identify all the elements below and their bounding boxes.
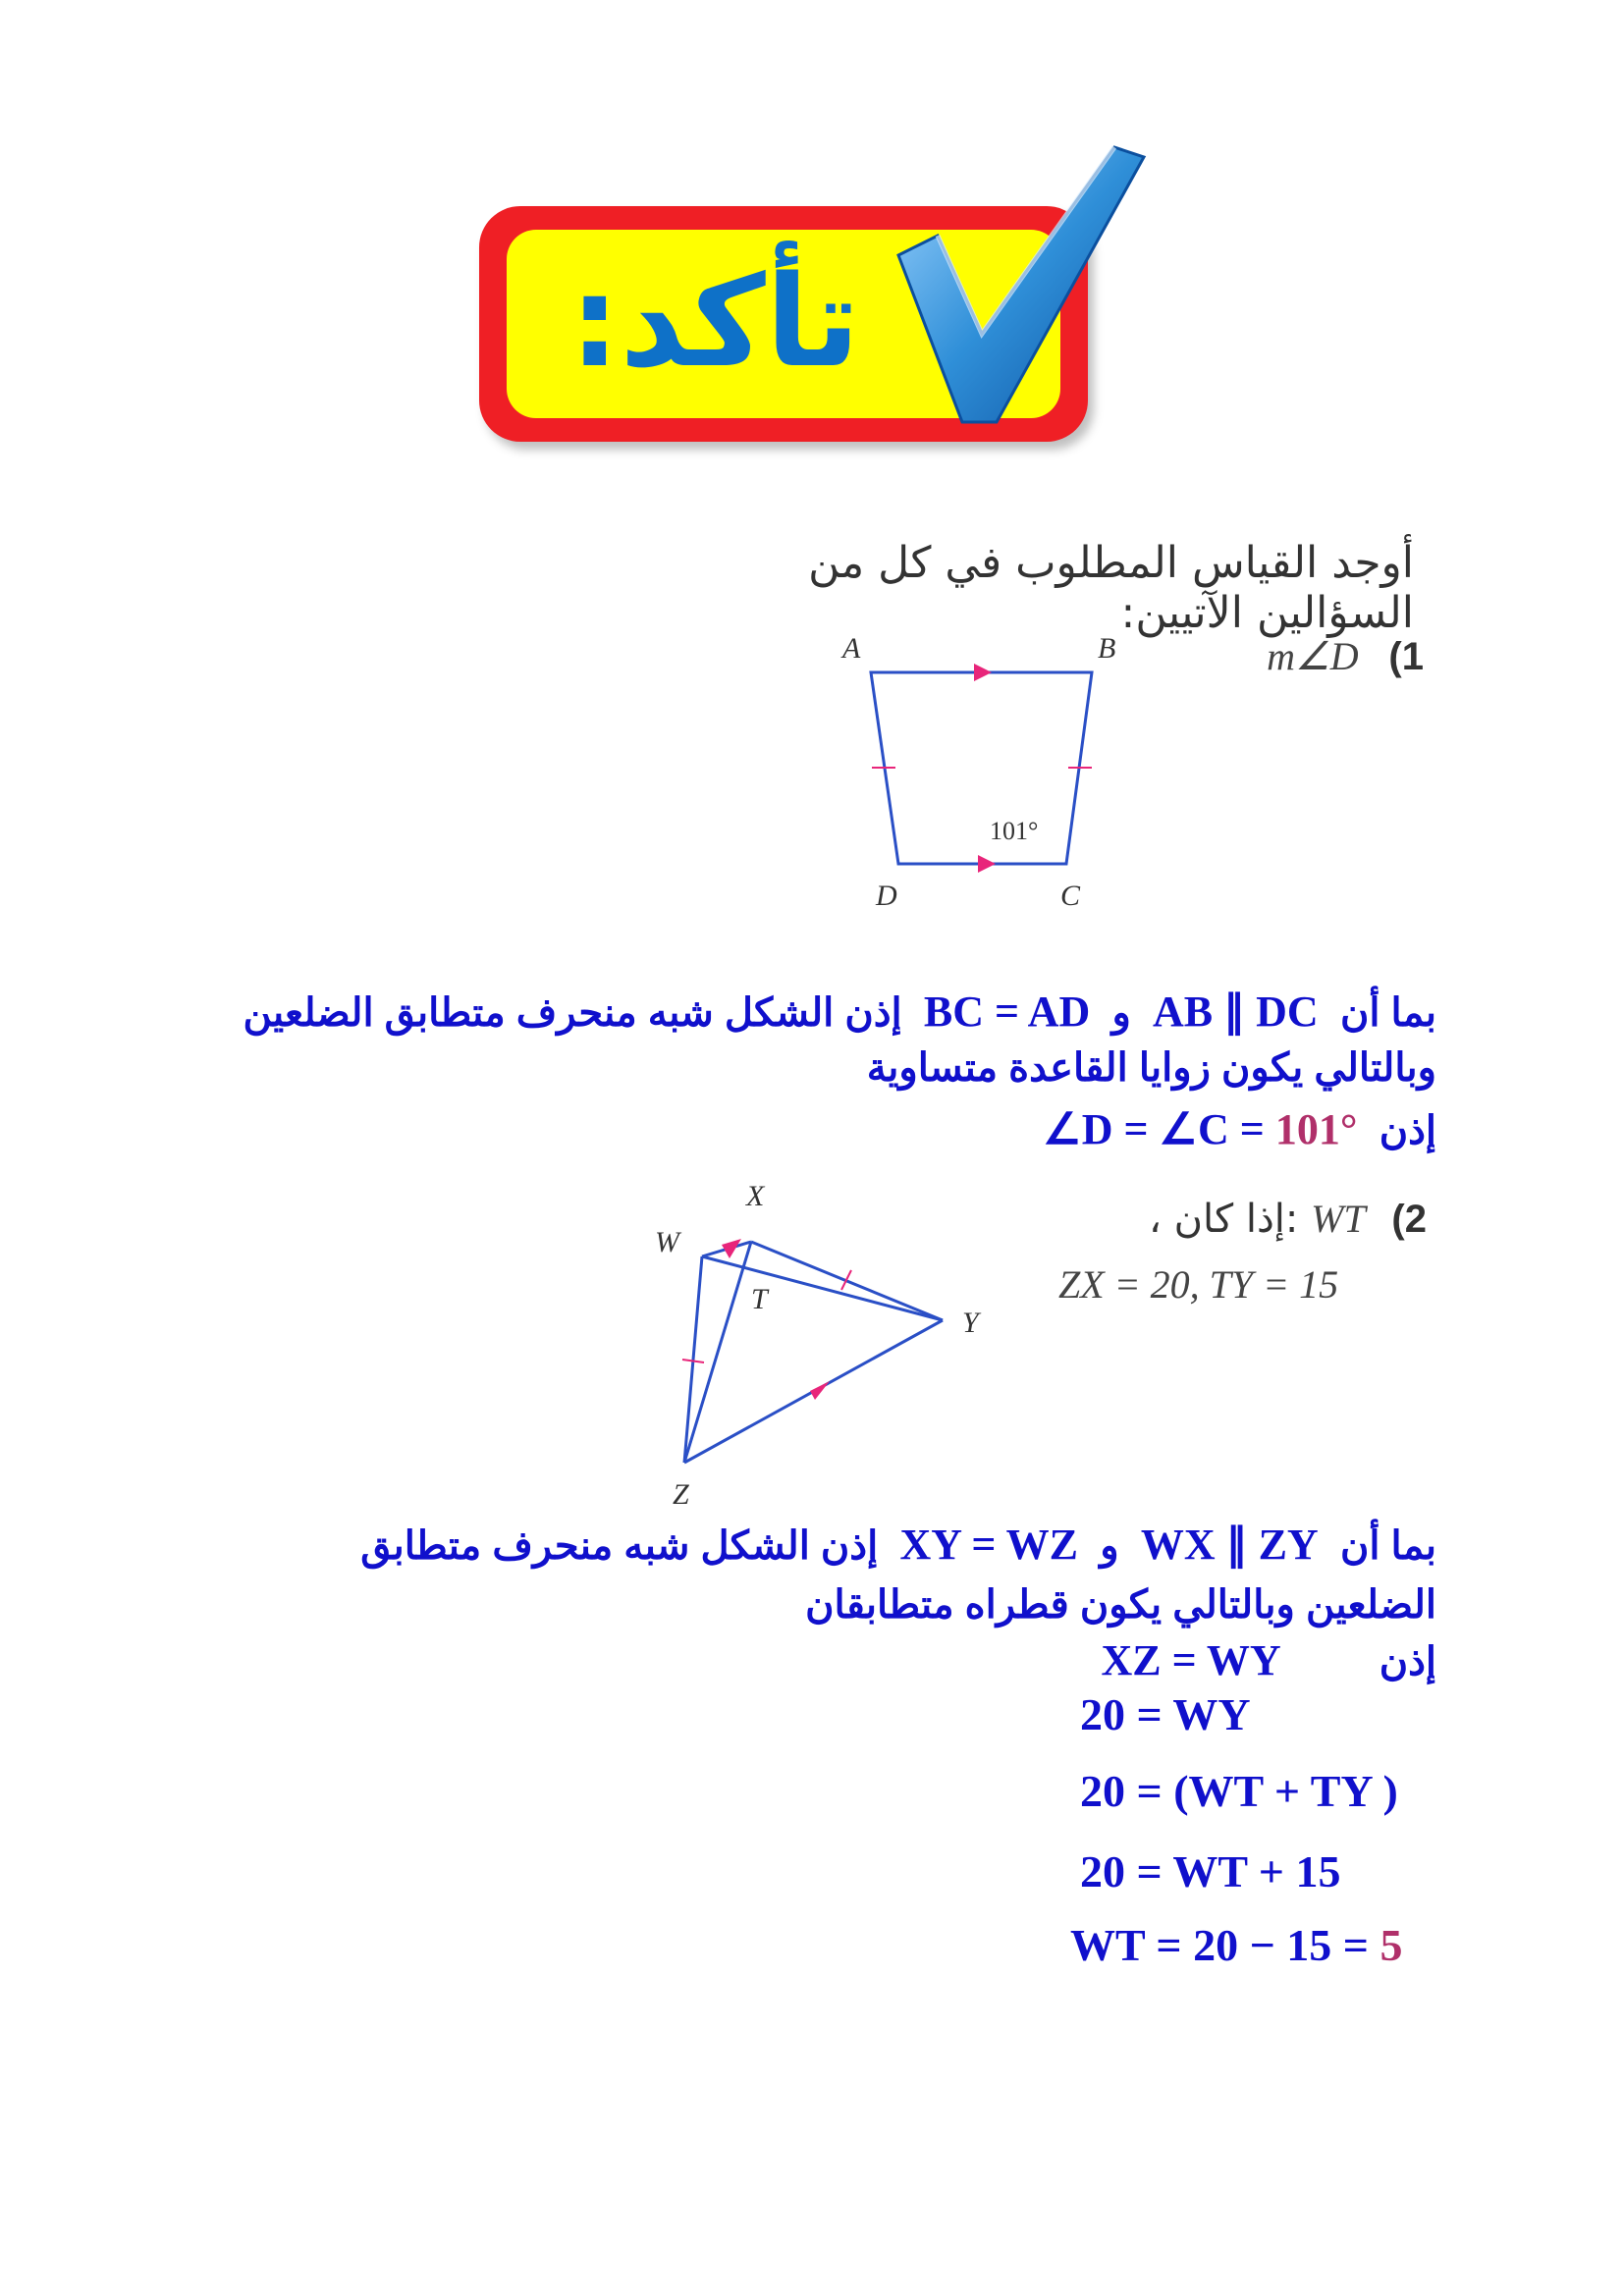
sol1-math-a: AB ∥ DC [1153,988,1319,1036]
sol2-line3-math: XZ = WY [1101,1636,1281,1684]
q2-given: ZX = 20, TY = 15 [1058,1262,1339,1307]
sol2-and: و [1100,1524,1119,1568]
equation-1: 20 = WY [1080,1689,1251,1739]
q2-label: WT [1311,1197,1366,1241]
q2-number: (2 [1391,1198,1427,1241]
sol1-and: و [1111,991,1131,1035]
vertex-c: C [1060,880,1081,912]
sol1-text-a: بما أن [1339,991,1436,1035]
trapezoid-diagonals-figure [643,1168,1016,1522]
vertex-b: B [1098,632,1116,665]
vertex-w: W [655,1226,679,1258]
vertex-t: T [751,1283,768,1315]
q1-header [1267,633,1424,679]
sol1-rest: إذن الشكل شبه منحرف متطابق الضلعين [243,991,902,1035]
q2-header [1149,1196,1427,1242]
sol2-text-a: بما أن [1339,1524,1436,1568]
sol2-rest: إذن الشكل شبه منحرف متطابق [360,1524,879,1568]
trapezoid-figure [825,628,1119,913]
equation-3: 20 = WT + 15 [1080,1846,1341,1896]
solution2-line1 [360,1520,1436,1570]
vertex-x: X [746,1180,765,1212]
sol2-math-b: XY = WZ [899,1521,1079,1569]
solution1-line3 [1043,1104,1436,1154]
sol1-line3-math-wrap [1043,1105,1357,1153]
sol1-line3-value: 101° [1274,1105,1358,1153]
sol2-line3-word: إذن [1379,1640,1436,1683]
equation-4 [1070,1919,1403,1971]
checkmark-icon [869,137,1163,432]
angle-label: 101° [990,817,1039,845]
vertex-y: Y [962,1307,979,1339]
sol1-math-b: BC = AD [923,988,1091,1036]
equation-4-value: 5 [1380,1920,1403,1970]
equation-2: 20 = (WT + TY ) [1080,1766,1398,1816]
vertex-z: Z [673,1478,689,1511]
sol1-line3-word: إذن [1379,1109,1436,1152]
sol2-math-a: WX ∥ ZY [1140,1521,1319,1569]
solution1-line2: وبالتالي يكون زوايا القاعدة متساوية [866,1046,1436,1090]
sol1-line3-math: ∠D = ∠C = [1043,1105,1265,1153]
banner-title: تأكد: [569,249,860,396]
solution2-line3 [1101,1635,1436,1685]
q1-label: m∠D [1267,634,1359,678]
vertex-a: A [842,632,861,665]
q1-number: (1 [1388,635,1424,678]
question-prompt: أوجد القياس المطلوب في كل من السؤالين الآتيين: [808,538,1414,638]
solution1-line1 [243,987,1436,1037]
equation-4-lhs: WT = 20 − 15 = [1070,1920,1369,1970]
solution2-line2: الضلعين وبالتالي يكون قطراه متطابقان [805,1583,1436,1627]
q2-condition: ، إذا كان: [1148,1197,1299,1242]
vertex-d: D [876,880,897,912]
